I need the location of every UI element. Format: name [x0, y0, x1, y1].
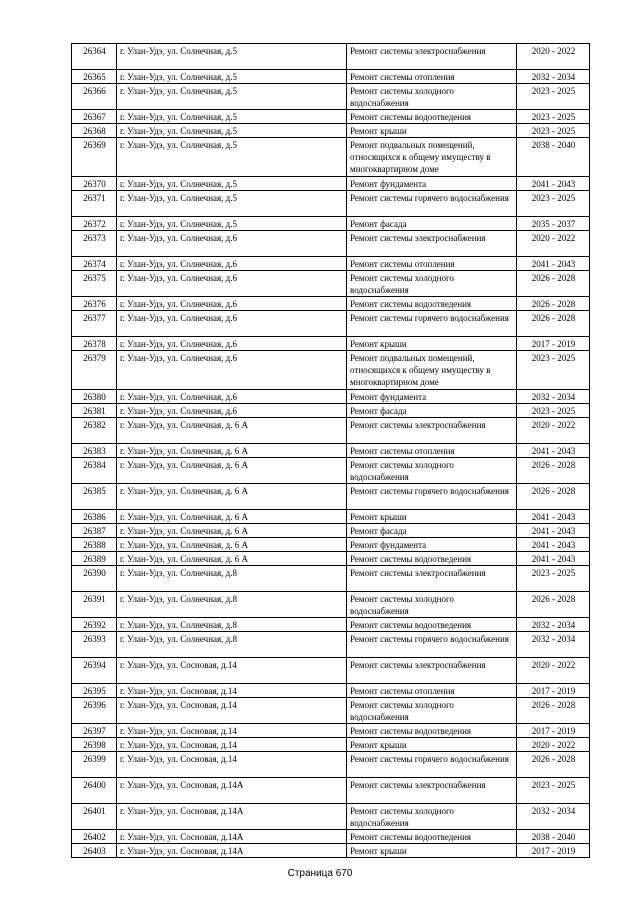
address-cell: г. Улан-Удэ, ул. Солнечная, д. 6 А: [117, 484, 347, 510]
table-row: [72, 271, 590, 297]
period-cell: 2026 - 2028: [517, 484, 590, 510]
address-cell: г. Улан-Удэ, ул. Солнечная, д.6: [117, 271, 347, 297]
address-cell: г. Улан-Удэ, ул. Солнечная, д.5: [117, 124, 347, 138]
table-row: [72, 752, 590, 778]
period-cell: 2023 - 2025: [517, 124, 590, 138]
period-cell: 2032 - 2034: [517, 632, 590, 658]
row-number: 26367: [72, 110, 117, 124]
table-row: [72, 257, 590, 271]
work-type-cell: Ремонт крыши: [347, 510, 517, 524]
row-number: 26402: [72, 830, 117, 844]
period-cell: 2041 - 2043: [517, 177, 590, 191]
table-row: [72, 70, 590, 84]
work-type-cell: Ремонт системы электроснабжения: [347, 44, 517, 70]
address-cell: г. Улан-Удэ, ул. Солнечная, д.5: [117, 70, 347, 84]
address-cell: г. Улан-Удэ, ул. Солнечная, д.6: [117, 404, 347, 418]
address-cell: г. Улан-Удэ, ул. Солнечная, д. 6 А: [117, 538, 347, 552]
address-cell: г. Улан-Удэ, ул. Солнечная, д.5: [117, 138, 347, 177]
page-number: Страница 670: [287, 868, 353, 879]
period-cell: 2023 - 2025: [517, 110, 590, 124]
address-cell: г. Улан-Удэ, ул. Солнечная, д.6: [117, 337, 347, 351]
row-number: 26391: [72, 592, 117, 618]
row-number: 26398: [72, 738, 117, 752]
row-number: 26401: [72, 804, 117, 830]
address-cell: г. Улан-Удэ, ул. Сосновая, д.14: [117, 658, 347, 684]
address-cell: г. Улан-Удэ, ул. Солнечная, д.5: [117, 110, 347, 124]
address-cell: г. Улан-Удэ, ул. Сосновая, д.14: [117, 684, 347, 698]
period-cell: 2026 - 2028: [517, 311, 590, 337]
work-type-cell: Ремонт системы холодного водоснабжения: [347, 458, 517, 484]
row-number: 26383: [72, 444, 117, 458]
address-cell: г. Улан-Удэ, ул. Солнечная, д.6: [117, 231, 347, 257]
address-cell: г. Улан-Удэ, ул. Солнечная, д.8: [117, 566, 347, 592]
period-cell: 2041 - 2043: [517, 444, 590, 458]
period-cell: 2041 - 2043: [517, 552, 590, 566]
table-row: [72, 538, 590, 552]
row-number: 26368: [72, 124, 117, 138]
address-cell: г. Улан-Удэ, ул. Солнечная, д.6: [117, 311, 347, 337]
period-cell: 2023 - 2025: [517, 351, 590, 390]
work-type-cell: Ремонт фундамента: [347, 538, 517, 552]
work-type-cell: Ремонт системы водоотведения: [347, 830, 517, 844]
work-type-cell: Ремонт системы отопления: [347, 444, 517, 458]
row-number: 26378: [72, 337, 117, 351]
work-type-cell: Ремонт системы водоотведения: [347, 110, 517, 124]
address-cell: г. Улан-Удэ, ул. Сосновая, д.14А: [117, 830, 347, 844]
address-cell: г. Улан-Удэ, ул. Солнечная, д. 6 А: [117, 458, 347, 484]
row-number: 26400: [72, 778, 117, 804]
row-number: 26364: [72, 44, 117, 70]
address-cell: г. Улан-Удэ, ул. Солнечная, д. 6 А: [117, 418, 347, 444]
address-cell: г. Улан-Удэ, ул. Солнечная, д.5: [117, 191, 347, 217]
row-number: 26382: [72, 418, 117, 444]
work-type-cell: Ремонт системы горячего водоснабжения: [347, 311, 517, 337]
work-type-cell: Ремонт системы горячего водоснабжения: [347, 752, 517, 778]
period-cell: 2041 - 2043: [517, 510, 590, 524]
period-cell: 2023 - 2025: [517, 84, 590, 110]
table-row: [72, 311, 590, 337]
address-cell: г. Улан-Удэ, ул. Солнечная, д.6: [117, 297, 347, 311]
work-type-cell: Ремонт фундамента: [347, 177, 517, 191]
table-row: [72, 337, 590, 351]
table-row: [72, 351, 590, 390]
table-row: [72, 724, 590, 738]
row-number: 26373: [72, 231, 117, 257]
period-cell: 2026 - 2028: [517, 592, 590, 618]
work-type-cell: Ремонт системы электроснабжения: [347, 566, 517, 592]
address-cell: г. Улан-Удэ, ул. Сосновая, д.14: [117, 698, 347, 724]
address-cell: г. Улан-Удэ, ул. Солнечная, д.8: [117, 632, 347, 658]
address-cell: г. Улан-Удэ, ул. Солнечная, д.6: [117, 351, 347, 390]
table-row: [72, 44, 590, 70]
work-type-cell: Ремонт системы холодного водоснабжения: [347, 698, 517, 724]
row-number: 26379: [72, 351, 117, 390]
address-cell: г. Улан-Удэ, ул. Солнечная, д.5: [117, 177, 347, 191]
work-type-cell: Ремонт системы холодного водоснабжения: [347, 804, 517, 830]
work-type-cell: Ремонт фасада: [347, 404, 517, 418]
address-cell: г. Улан-Удэ, ул. Сосновая, д.14: [117, 724, 347, 738]
address-cell: г. Улан-Удэ, ул. Солнечная, д. 6 А: [117, 524, 347, 538]
address-cell: г. Улан-Удэ, ул. Солнечная, д. 6 А: [117, 444, 347, 458]
address-cell: г. Улан-Удэ, ул. Солнечная, д. 6 А: [117, 510, 347, 524]
period-cell: 2020 - 2022: [517, 658, 590, 684]
row-number: 26387: [72, 524, 117, 538]
period-cell: 2023 - 2025: [517, 778, 590, 804]
row-number: 26385: [72, 484, 117, 510]
table-row: [72, 524, 590, 538]
table-row: [72, 84, 590, 110]
work-type-cell: Ремонт системы отопления: [347, 684, 517, 698]
period-cell: 2026 - 2028: [517, 458, 590, 484]
row-number: 26365: [72, 70, 117, 84]
table-row: [72, 618, 590, 632]
row-number: 26399: [72, 752, 117, 778]
work-type-cell: Ремонт подвальных помещений, относящихся к общему имуществу в многоквартирном доме: [347, 351, 517, 390]
period-cell: 2041 - 2043: [517, 257, 590, 271]
row-number: 26388: [72, 538, 117, 552]
table-row: [72, 552, 590, 566]
work-type-cell: Ремонт крыши: [347, 124, 517, 138]
table-row: [72, 191, 590, 217]
period-cell: 2023 - 2025: [517, 191, 590, 217]
period-cell: 2032 - 2034: [517, 390, 590, 404]
row-number: 26389: [72, 552, 117, 566]
row-number: 26372: [72, 217, 117, 231]
table-row: [72, 124, 590, 138]
row-number: 26381: [72, 404, 117, 418]
work-type-cell: Ремонт системы отопления: [347, 257, 517, 271]
address-cell: г. Улан-Удэ, ул. Сосновая, д.14: [117, 738, 347, 752]
table-row: [72, 177, 590, 191]
address-cell: г. Улан-Удэ, ул. Сосновая, д.14А: [117, 804, 347, 830]
address-cell: г. Улан-Удэ, ул. Солнечная, д.6: [117, 390, 347, 404]
address-cell: г. Улан-Удэ, ул. Солнечная, д.5: [117, 84, 347, 110]
table-row: [72, 404, 590, 418]
row-number: 26371: [72, 191, 117, 217]
address-cell: г. Улан-Удэ, ул. Солнечная, д.8: [117, 592, 347, 618]
work-type-cell: Ремонт фундамента: [347, 390, 517, 404]
row-number: 26392: [72, 618, 117, 632]
work-type-cell: Ремонт системы холодного водоснабжения: [347, 271, 517, 297]
period-cell: 2032 - 2034: [517, 804, 590, 830]
work-type-cell: Ремонт подвальных помещений, относящихся к общему имуществу в многоквартирном доме: [347, 138, 517, 177]
period-cell: 2023 - 2025: [517, 404, 590, 418]
table-row: [72, 698, 590, 724]
row-number: 26395: [72, 684, 117, 698]
work-type-cell: Ремонт системы холодного водоснабжения: [347, 84, 517, 110]
table-row: [72, 830, 590, 844]
work-type-cell: Ремонт крыши: [347, 738, 517, 752]
table-row: [72, 684, 590, 698]
table-row: [72, 658, 590, 684]
address-cell: г. Улан-Удэ, ул. Солнечная, д. 6 А: [117, 552, 347, 566]
table-row: [72, 566, 590, 592]
period-cell: 2032 - 2034: [517, 618, 590, 632]
table-row: [72, 484, 590, 510]
period-cell: 2020 - 2022: [517, 738, 590, 752]
table-row: [72, 458, 590, 484]
period-cell: 2041 - 2043: [517, 524, 590, 538]
row-number: 26376: [72, 297, 117, 311]
period-cell: 2020 - 2022: [517, 44, 590, 70]
period-cell: 2026 - 2028: [517, 752, 590, 778]
work-type-cell: Ремонт системы водоотведения: [347, 552, 517, 566]
address-cell: г. Улан-Удэ, ул. Сосновая, д.14: [117, 752, 347, 778]
period-cell: 2020 - 2022: [517, 231, 590, 257]
row-number: 26394: [72, 658, 117, 684]
table-row: [72, 418, 590, 444]
repair-schedule-table: [71, 43, 590, 858]
table-row: [72, 444, 590, 458]
work-type-cell: Ремонт фасада: [347, 217, 517, 231]
address-cell: г. Улан-Удэ, ул. Сосновая, д.14А: [117, 778, 347, 804]
row-number: 26377: [72, 311, 117, 337]
period-cell: 2017 - 2019: [517, 337, 590, 351]
work-type-cell: Ремонт системы электроснабжения: [347, 658, 517, 684]
period-cell: 2038 - 2040: [517, 138, 590, 177]
period-cell: 2026 - 2028: [517, 698, 590, 724]
table-row: [72, 297, 590, 311]
address-cell: г. Улан-Удэ, ул. Солнечная, д.8: [117, 618, 347, 632]
work-type-cell: Ремонт системы отопления: [347, 70, 517, 84]
work-type-cell: Ремонт фасада: [347, 524, 517, 538]
table-row: [72, 510, 590, 524]
work-type-cell: Ремонт крыши: [347, 337, 517, 351]
row-number: 26393: [72, 632, 117, 658]
row-number: 26390: [72, 566, 117, 592]
period-cell: 2026 - 2028: [517, 271, 590, 297]
address-cell: г. Улан-Удэ, ул. Солнечная, д.6: [117, 257, 347, 271]
table-row: [72, 217, 590, 231]
table-row: [72, 592, 590, 618]
row-number: 26396: [72, 698, 117, 724]
table-row: [72, 110, 590, 124]
work-type-cell: Ремонт системы водоотведения: [347, 724, 517, 738]
period-cell: 2020 - 2022: [517, 418, 590, 444]
work-type-cell: Ремонт системы горячего водоснабжения: [347, 191, 517, 217]
period-cell: 2035 - 2037: [517, 217, 590, 231]
table-row: [72, 804, 590, 830]
table-row: [72, 738, 590, 752]
period-cell: 2038 - 2040: [517, 830, 590, 844]
row-number: 26384: [72, 458, 117, 484]
row-number: 26386: [72, 510, 117, 524]
table-row: [72, 844, 590, 858]
period-cell: 2017 - 2019: [517, 844, 590, 858]
table-row: [72, 231, 590, 257]
work-type-cell: Ремонт системы водоотведения: [347, 618, 517, 632]
work-type-cell: Ремонт системы электроснабжения: [347, 418, 517, 444]
work-type-cell: Ремонт системы электроснабжения: [347, 231, 517, 257]
work-type-cell: Ремонт системы горячего водоснабжения: [347, 484, 517, 510]
work-type-cell: Ремонт системы холодного водоснабжения: [347, 592, 517, 618]
row-number: 26366: [72, 84, 117, 110]
row-number: 26374: [72, 257, 117, 271]
period-cell: 2017 - 2019: [517, 724, 590, 738]
period-cell: 2017 - 2019: [517, 684, 590, 698]
address-cell: г. Улан-Удэ, ул. Сосновая, д.14А: [117, 844, 347, 858]
period-cell: 2023 - 2025: [517, 566, 590, 592]
period-cell: 2026 - 2028: [517, 297, 590, 311]
row-number: 26397: [72, 724, 117, 738]
address-cell: г. Улан-Удэ, ул. Солнечная, д.5: [117, 44, 347, 70]
period-cell: 2041 - 2043: [517, 538, 590, 552]
row-number: 26369: [72, 138, 117, 177]
table-row: [72, 390, 590, 404]
work-type-cell: Ремонт системы электроснабжения: [347, 778, 517, 804]
row-number: 26375: [72, 271, 117, 297]
work-type-cell: Ремонт системы горячего водоснабжения: [347, 632, 517, 658]
row-number: 26380: [72, 390, 117, 404]
work-type-cell: Ремонт системы водоотведения: [347, 297, 517, 311]
address-cell: г. Улан-Удэ, ул. Солнечная, д.5: [117, 217, 347, 231]
period-cell: 2032 - 2034: [517, 70, 590, 84]
table-row: [72, 778, 590, 804]
row-number: 26403: [72, 844, 117, 858]
table-body: [72, 44, 590, 858]
table-row: [72, 632, 590, 658]
row-number: 26370: [72, 177, 117, 191]
work-type-cell: Ремонт крыши: [347, 844, 517, 858]
table-row: [72, 138, 590, 177]
